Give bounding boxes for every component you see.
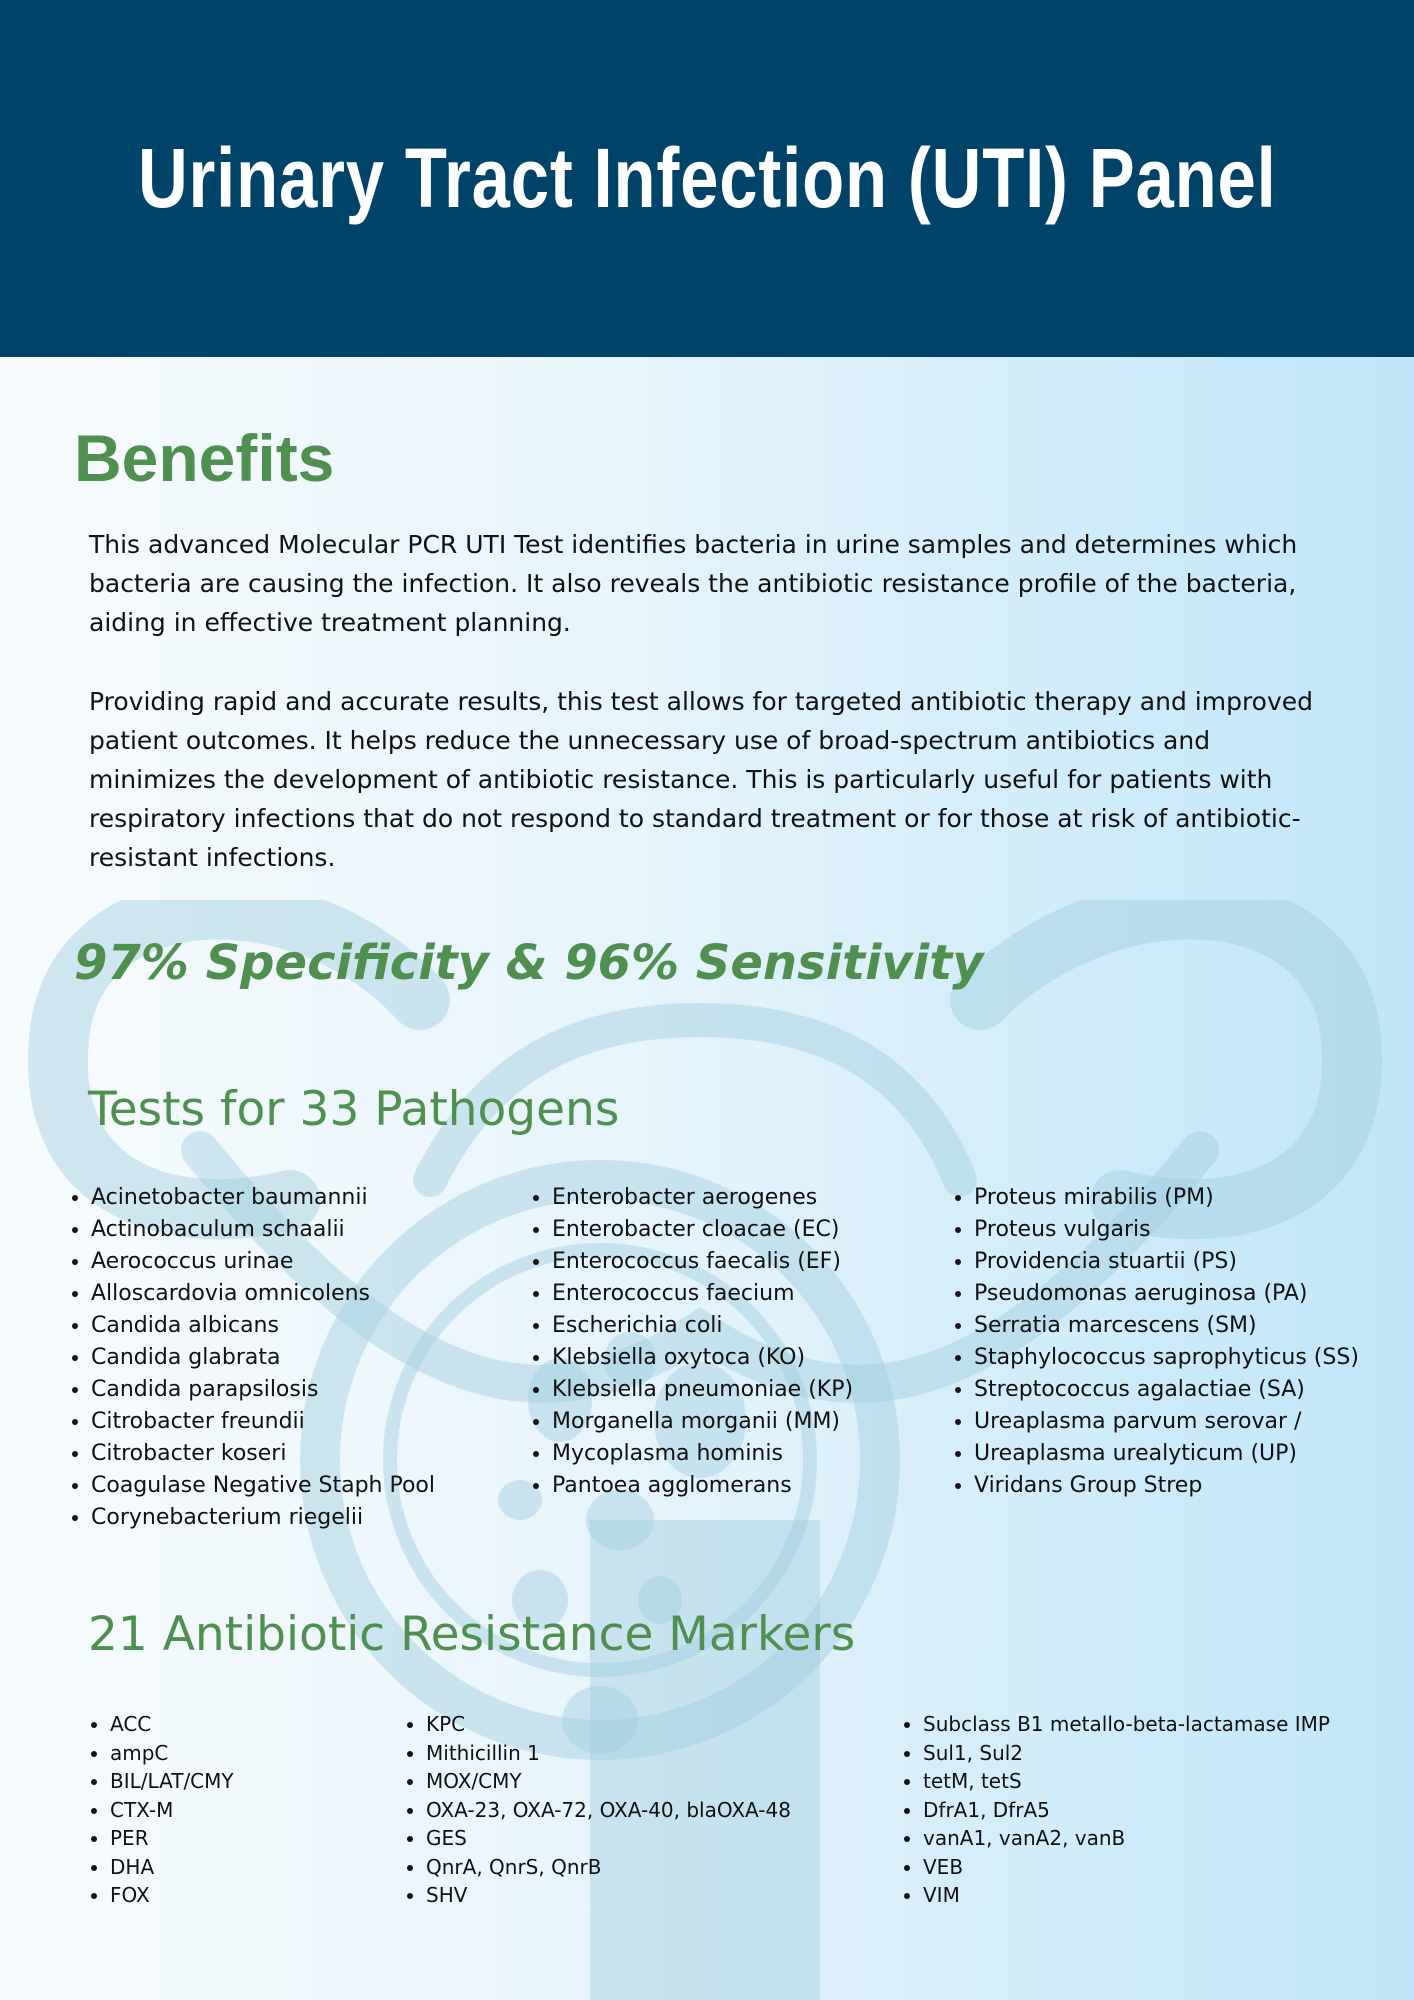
pathogen-item: • Enterobacter cloacae (EC) <box>552 1214 853 1246</box>
marker-item: • BIL/LAT/CMY <box>110 1767 234 1796</box>
benefits-paragraph: This advanced Molecular PCR UTI Test identifies bacteria in urine samples and determines which bacteria are causing the infection. It also reveals the antibiotic resistance profile of the bacteria, aiding in effective treatment planning. <box>89 530 1298 637</box>
benefits-heading: Benefits <box>74 421 335 495</box>
pathogen-item: • Morganella morganii (MM) <box>552 1406 853 1438</box>
pathogen-item: • Candida albicans <box>91 1310 435 1342</box>
pathogen-item: • Streptococcus agalactiae (SA) <box>974 1374 1359 1406</box>
marker-item: • Mithicillin 1 <box>426 1739 791 1768</box>
pathogen-item: • Pseudomonas aeruginosa (PA) <box>974 1278 1359 1310</box>
pathogen-item: • Acinetobacter baumannii <box>91 1182 435 1214</box>
benefits-paragraph: Providing rapid and accurate results, this test allows for targeted antibiotic therapy and improved patient outcomes. It helps reduce the unnecessary use of broad-spectrum antibiotics and minimizes the development of antibiotic resistance. This is particularly useful for patients with respiratory infections that do not respond to standard treatment or for those at risk of antibiotic-resistant infections. <box>89 687 1314 872</box>
pathogens-heading: Tests for 33 Pathogens <box>88 1082 620 1137</box>
pathogen-item: • Klebsiella pneumoniae (KP) <box>552 1374 853 1406</box>
pathogen-item: • Ureaplasma parvum serovar / <box>974 1406 1359 1438</box>
marker-item: • vanA1, vanA2, vanB <box>923 1824 1330 1853</box>
marker-list <box>895 1710 1330 1910</box>
pathogen-item: • Pantoea agglomerans <box>552 1470 853 1502</box>
pathogen-item: • Aerococcus urinae <box>91 1246 435 1278</box>
marker-item: • VIM <box>923 1881 1330 1910</box>
pathogen-item: • Actinobaculum schaalii <box>91 1214 435 1246</box>
pathogen-item: • Providencia stuartii (PS) <box>974 1246 1359 1278</box>
marker-item: • SHV <box>426 1881 791 1910</box>
marker-list <box>82 1710 234 1910</box>
pathogen-item: • Escherichia coli <box>552 1310 853 1342</box>
pathogen-item: • Enterococcus faecium <box>552 1278 853 1310</box>
marker-item: • PER <box>110 1824 234 1853</box>
marker-item: • CTX-M <box>110 1796 234 1825</box>
pathogen-item: • Coagulase Negative Staph Pool <box>91 1470 435 1502</box>
pathogen-item: • Proteus mirabilis (PM) <box>974 1182 1359 1214</box>
marker-item: • QnrA, QnrS, QnrB <box>426 1853 791 1882</box>
pathogen-list <box>946 1182 1359 1502</box>
marker-item: • tetM, tetS <box>923 1767 1330 1796</box>
marker-item: • Subclass B1 metallo-beta-lactamase IMP <box>923 1710 1330 1739</box>
pathogen-item: • Mycoplasma hominis <box>552 1438 853 1470</box>
pathogen-item: • Candida glabrata <box>91 1342 435 1374</box>
pathogen-item: • Corynebacterium riegelii <box>91 1502 435 1534</box>
page-title: Urinary Tract Infection (UTI) Panel <box>137 131 1277 225</box>
page-header <box>0 0 1414 357</box>
pathogen-list <box>63 1182 435 1534</box>
marker-item: • GES <box>426 1824 791 1853</box>
marker-item: • FOX <box>110 1881 234 1910</box>
pathogen-item: • Citrobacter freundii <box>91 1406 435 1438</box>
pathogen-item: • Citrobacter koseri <box>91 1438 435 1470</box>
pathogen-item: • Serratia marcescens (SM) <box>974 1310 1359 1342</box>
marker-item: • ACC <box>110 1710 234 1739</box>
pathogen-item: • Enterobacter aerogenes <box>552 1182 853 1214</box>
marker-item: • KPC <box>426 1710 791 1739</box>
marker-item: • DHA <box>110 1853 234 1882</box>
pathogen-item: • Enterococcus faecalis (EF) <box>552 1246 853 1278</box>
marker-item: • VEB <box>923 1853 1330 1882</box>
marker-item: • ampC <box>110 1739 234 1768</box>
pathogen-item: • Klebsiella oxytoca (KO) <box>552 1342 853 1374</box>
marker-item: • Sul1, Sul2 <box>923 1739 1330 1768</box>
marker-list <box>398 1710 791 1910</box>
markers-heading: 21 Antibiotic Resistance Markers <box>88 1607 856 1662</box>
marker-item: • OXA-23, OXA-72, OXA-40, blaOXA-48 <box>426 1796 791 1825</box>
pathogen-item: • Ureaplasma urealyticum (UP) <box>974 1438 1359 1470</box>
pathogen-item: • Proteus vulgaris <box>974 1214 1359 1246</box>
pathogen-item: • Alloscardovia omnicolens <box>91 1278 435 1310</box>
pathogen-item: • Candida parapsilosis <box>91 1374 435 1406</box>
accuracy-metric: 97% Specificity & 96% Sensitivity <box>74 935 984 991</box>
marker-item: • MOX/CMY <box>426 1767 791 1796</box>
pathogen-item: • Viridans Group Strep <box>974 1470 1359 1502</box>
marker-item: • DfrA1, DfrA5 <box>923 1796 1330 1825</box>
pathogen-list <box>524 1182 853 1502</box>
pathogen-item: • Staphylococcus saprophyticus (SS) <box>974 1342 1359 1374</box>
